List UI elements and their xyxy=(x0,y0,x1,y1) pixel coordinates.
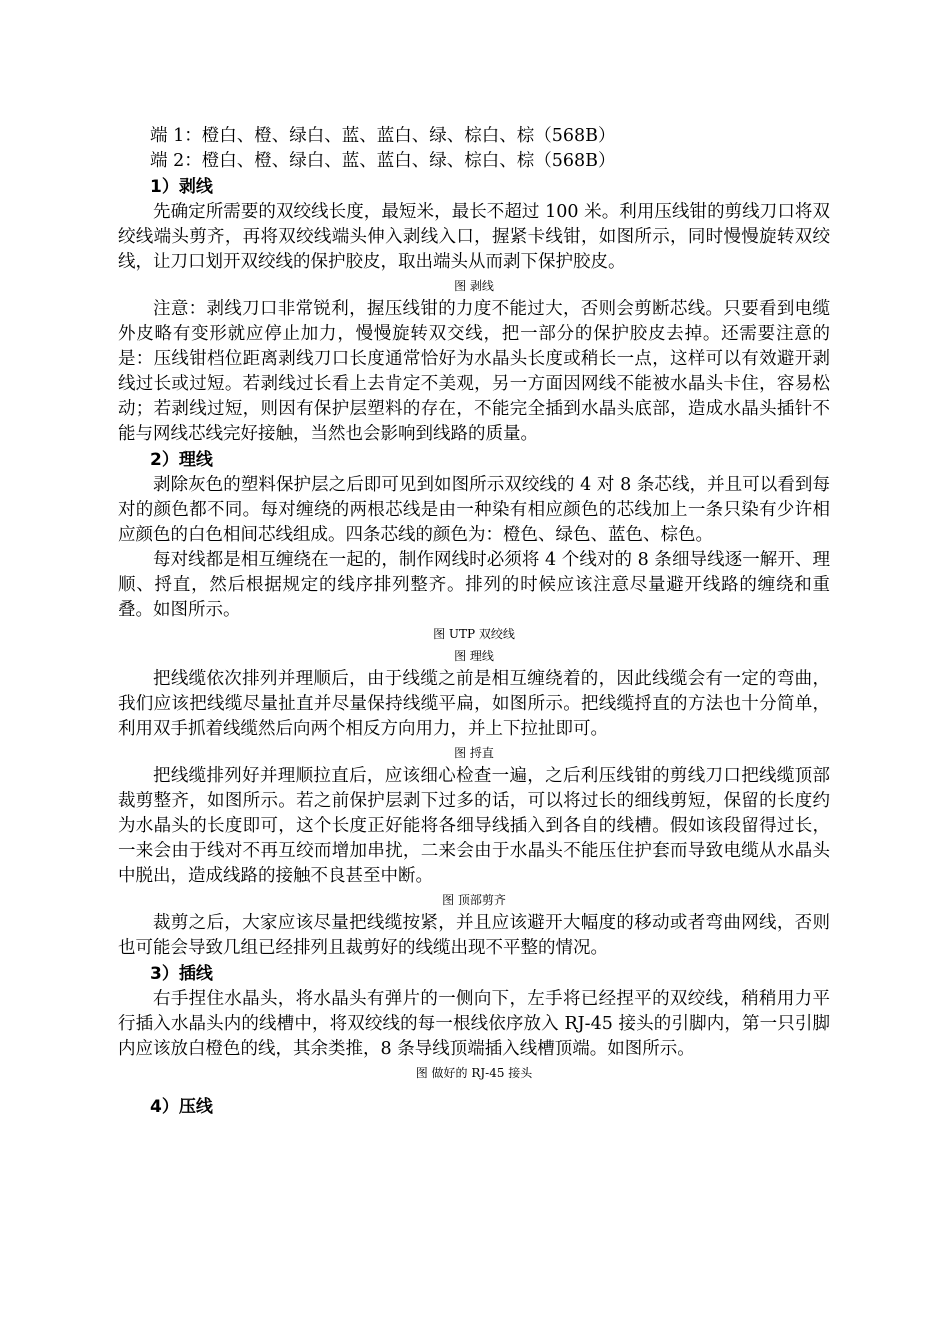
figure-caption-trim: 图 顶部剪齐 xyxy=(442,893,506,907)
paragraph-arrange-trim: 把线缆排列好并理顺拉直后，应该细心检查一遍，之后利压线钳的剪线刀口把线缆顶部裁剪整齐，如图所示。若之前保护层剥下过多的话，可以将过长的细线剪短，保留的长度约为水晶头的长度即可，这个长度正好能将各细导线插入到各自的线槽。假如该段留得过长，一来会由于线对不再互绞而增加串扰，二来会由于水晶头不能压住护套而导致电缆从水晶头中脱出，造成线路的接触不良甚至中断。 xyxy=(118,766,830,886)
figure-caption-straighten: 图 捋直 xyxy=(454,746,494,760)
figure-caption-rj45: 图 做好的 RJ-45 接头 xyxy=(415,1066,533,1080)
wiring-line-end2: 端 2：橙白、橙、绿白、蓝、蓝白、绿、棕白、棕（568B） xyxy=(150,151,616,171)
paragraph-strip-intro: 先确定所需要的双绞线长度，最短米，最长不超过 100 米。利用压线钳的剪线刀口将双绞线端头剪齐，再将双绞线端头伸入剥线入口，握紧卡线钳，如图所示，同时慢慢旋转双绞线，让刀口划开双绞线的保护胶皮，取出端头从而剥下保护胶皮。 xyxy=(118,202,830,272)
figure-caption-utp: 图 UTP 双绞线 xyxy=(433,627,515,641)
section-heading-arrange: 2）理线 xyxy=(150,450,213,470)
document-body xyxy=(118,124,830,1120)
figure-caption-strip: 图 剥线 xyxy=(454,279,494,293)
figure-caption-arrange: 图 理线 xyxy=(454,649,494,663)
wiring-line-end1: 端 1：橙白、橙、绿白、蓝、蓝白、绿、棕白、棕（568B） xyxy=(150,126,616,146)
paragraph-arrange-cores: 剥除灰色的塑料保护层之后即可见到如图所示双绞线的 4 对 8 条芯线，并且可以看到每对的颜色都不同。每对缠绕的两根芯线是由一种染有相应颜色的芯线加上一条只染有少许相应颜色的白色相间芯线组成。四条芯线的颜色为：橙色、绿色、蓝色、棕色。 xyxy=(118,475,830,545)
spacer xyxy=(118,1084,830,1094)
section-heading-strip: 1）剥线 xyxy=(150,177,213,197)
paragraph-arrange-press: 裁剪之后，大家应该尽量把线缆按紧，并且应该避开大幅度的移动或者弯曲网线，否则也可能会导致几组已经排列且裁剪好的线缆出现不平整的情况。 xyxy=(118,913,830,958)
paragraph-insert: 右手捏住水晶头，将水晶头有弹片的一侧向下，左手将已经捏平的双绞线，稍稍用力平行插入水晶头内的线槽中，将双绞线的每一根线依序放入 RJ-45 接头的引脚内，第一只引脚内应该放白橙色的线，其余类推，8 条导线顶端插入线槽顶端。如图所示。 xyxy=(118,989,830,1059)
section-heading-crimp: 4）压线 xyxy=(150,1097,213,1117)
paragraph-strip-note: 注意：剥线刀口非常锐利，握压线钳的力度不能过大，否则会剪断芯线。只要看到电缆外皮略有变形就应停止加力，慢慢旋转双交线，把一部分的保护胶皮去掉。还需要注意的是：压线钳档位距离剥线刀口长度通常恰好为水晶头长度或稍长一点，这样可以有效避开剥线过长或过短。若剥线过长看上去肯定不美观，另一方面因网线不能被水晶头卡住，容易松动；若剥线过短，则因有保护层塑料的存在，不能完全插到水晶头底部，造成水晶头插针不能与网线芯线完好接触，当然也会影响到线路的质量。 xyxy=(118,299,830,444)
section-heading-insert: 3）插线 xyxy=(150,964,213,984)
paragraph-arrange-untwist: 每对线都是相互缠绕在一起的，制作网线时必须将 4 个线对的 8 条细导线逐一解开、理顺、捋直，然后根据规定的线序排列整齐。排列的时候应该注意尽量避开线路的缠绕和重叠。如图所示。 xyxy=(118,550,830,620)
paragraph-arrange-straighten: 把线缆依次排列并理顺后，由于线缆之前是相互缠绕着的，因此线缆会有一定的弯曲，我们应该把线缆尽量扯直并尽量保持线缆平扁，如图所示。把线缆捋直的方法也十分简单，利用双手抓着线缆然后向两个相反方向用力，并上下拉扯即可。 xyxy=(118,669,830,739)
